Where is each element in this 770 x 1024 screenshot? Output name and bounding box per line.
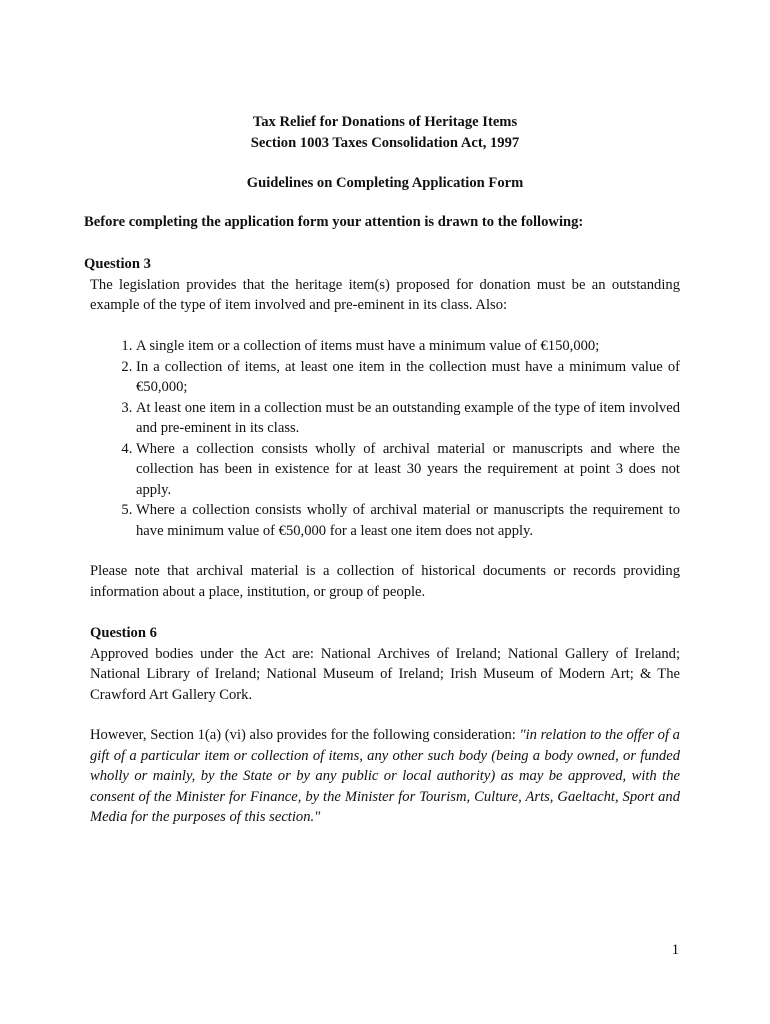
question-6-heading: Question 6	[90, 625, 157, 641]
document-subtitle: Guidelines on Completing Application Form	[246, 175, 524, 191]
page-number: 1	[671, 942, 679, 958]
intro-statement: Before completing the application form your attention is drawn to the following:	[84, 214, 584, 230]
consideration-quote: "in relation to the offer of a gift of a particular item or collection of items, any other such body (being a body owned, or funded wholly or mainly, by the State or by any public or local authority) as may be approved, with the consent of the Minister for Finance, by the Minister for Tourism, Culture, Arts, Gaeltacht, Sport and Media for the purposes of this section."	[90, 727, 680, 825]
question-3-heading: Question 3	[84, 256, 151, 272]
list-item: 5. Where a collection consists wholly of archival material or manuscripts the requirement to have minimum value of €50,000 for a least one item does not apply.	[136, 500, 680, 541]
list-item: 4. Where a collection consists wholly of archival material or manuscripts and where the collection has been in existence for at least 30 years the requirement at point 3 does not apply.	[136, 439, 680, 501]
title-line-1: Tax Relief for Donations of Heritage Items	[252, 114, 518, 130]
title-line-2: Section 1003 Taxes Consolidation Act, 1997	[250, 135, 520, 151]
consideration-paragraph	[90, 725, 680, 828]
question-6-section	[90, 623, 680, 705]
list-item: 1. A single item or a collection of items must have a minimum value of €150,000;	[136, 336, 680, 357]
consideration-lead: However, Section 1(a) (vi) also provides for the following consideration:	[90, 727, 520, 743]
list-item: 3. At least one item in a collection must be an outstanding example of the type of item involved and pre-eminent in its class.	[136, 398, 680, 439]
question-6-body: Approved bodies under the Act are: National Archives of Ireland; National Gallery of Ireland; National Library of Ireland; National Museum of Ireland; Irish Museum of Modern Art; & The Crawford Art Gallery Cork.	[90, 645, 680, 703]
question-3-section	[84, 254, 680, 316]
document-title	[0, 112, 770, 154]
list-item: 2. In a collection of items, at least one item in the collection must have a minimum value of €50,000;	[136, 357, 680, 398]
criteria-list	[90, 336, 680, 541]
archival-note: Please note that archival material is a collection of historical documents or records providing information about a place, institution, or group of people.	[90, 563, 680, 600]
question-3-body: The legislation provides that the heritage item(s) proposed for donation must be an outstanding example of the type of item involved and pre-eminent in its class. Also:	[90, 276, 680, 313]
